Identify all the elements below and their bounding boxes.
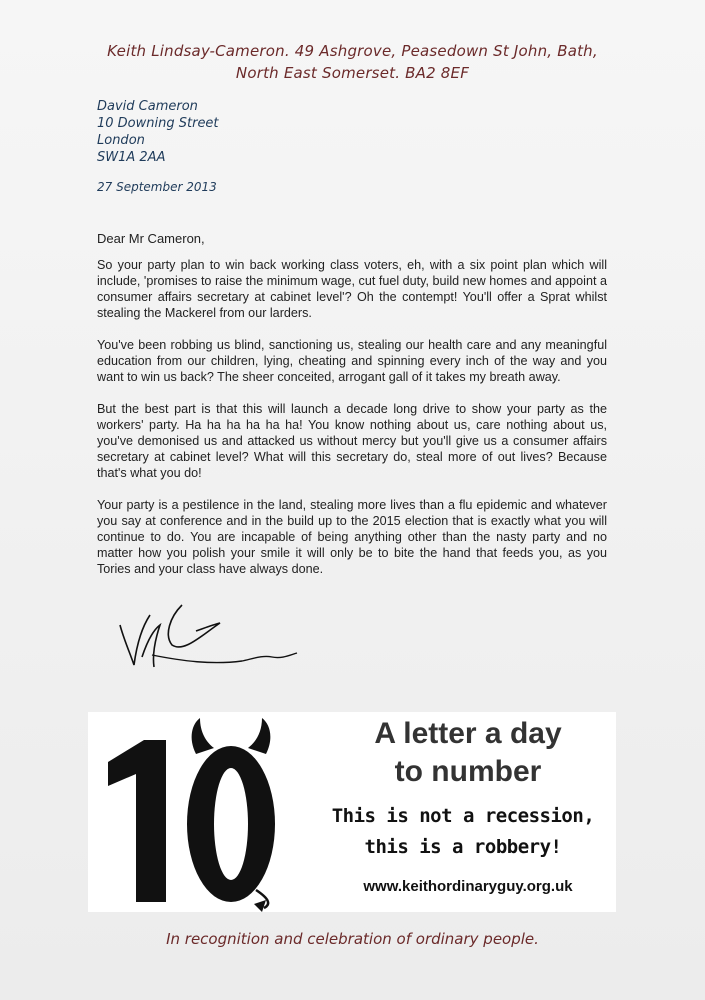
sender-line-2: North East Somerset. BA2 8EF — [235, 64, 470, 82]
sender-address — [60, 40, 645, 84]
signature — [112, 595, 302, 680]
recipient-city: London — [97, 133, 145, 148]
sender-line-1: Keith Lindsay-Cameron. 49 Ashgrove, Peasedown St John, Bath, — [107, 42, 598, 60]
letter-date: 27 September 2013 — [97, 180, 217, 194]
recipient-street: 10 Downing Street — [97, 116, 219, 131]
paragraph: Your party is a pestilence in the land, stealing more lives than a flu epidemic and whatever you say at conference and in the build up to the 2015 election that is exactly what you will continue to do. You are incapable of being anything other than the nasty party and no matter how you polish your smile it will only be to bite the hand that feeds you, as you Tories and your class have always done. — [97, 498, 607, 576]
recipient-name: David Cameron — [97, 99, 198, 114]
banner-slogan-1: This is not a recession, — [331, 805, 595, 827]
recipient-postcode: SW1A 2AA — [97, 150, 166, 165]
paragraph: You've been robbing us blind, sanctioning us, stealing our health care and any meaningful education from our children, lying, cheating and spinning every inch of the way and you want to win us back? The sheer conceited, arrogant gall of it takes my breath away. — [97, 338, 607, 384]
tagline: In recognition and celebration of ordinary people. — [166, 930, 539, 948]
recipient-address — [97, 98, 219, 166]
banner-headline-1: A letter a day — [374, 717, 562, 750]
number-ten-devil-logo — [96, 712, 286, 912]
paragraph: So your party plan to win back working class voters, eh, with a six point plan which will include, 'promises to raise the minimum wage, cut fuel duty, build new homes and appoint a consumer affairs secretary at cabinet level'? Oh the contempt! You'll offer a Sprat whilst stealing the Mackerel from our larders. — [97, 258, 607, 320]
campaign-banner — [88, 712, 616, 912]
salutation: Dear Mr Cameron, — [97, 231, 205, 246]
paragraph: But the best part is that this will launch a decade long drive to show your party as the workers' party. Ha ha ha ha ha ha! You know nothing about us, care nothing about us, you've demonised us and attacked us without mercy but you'll give us a consumer affairs secretary at cabinet level? What will this secretary do, steal more of out lives? Because that's what you do! — [97, 402, 607, 480]
banner-slogan-2: this is a robbery! — [364, 836, 562, 858]
banner-url: www.keithordinaryguy.org.uk — [363, 878, 573, 895]
letter-body — [97, 257, 607, 593]
banner-headline-2: to number — [394, 755, 542, 788]
